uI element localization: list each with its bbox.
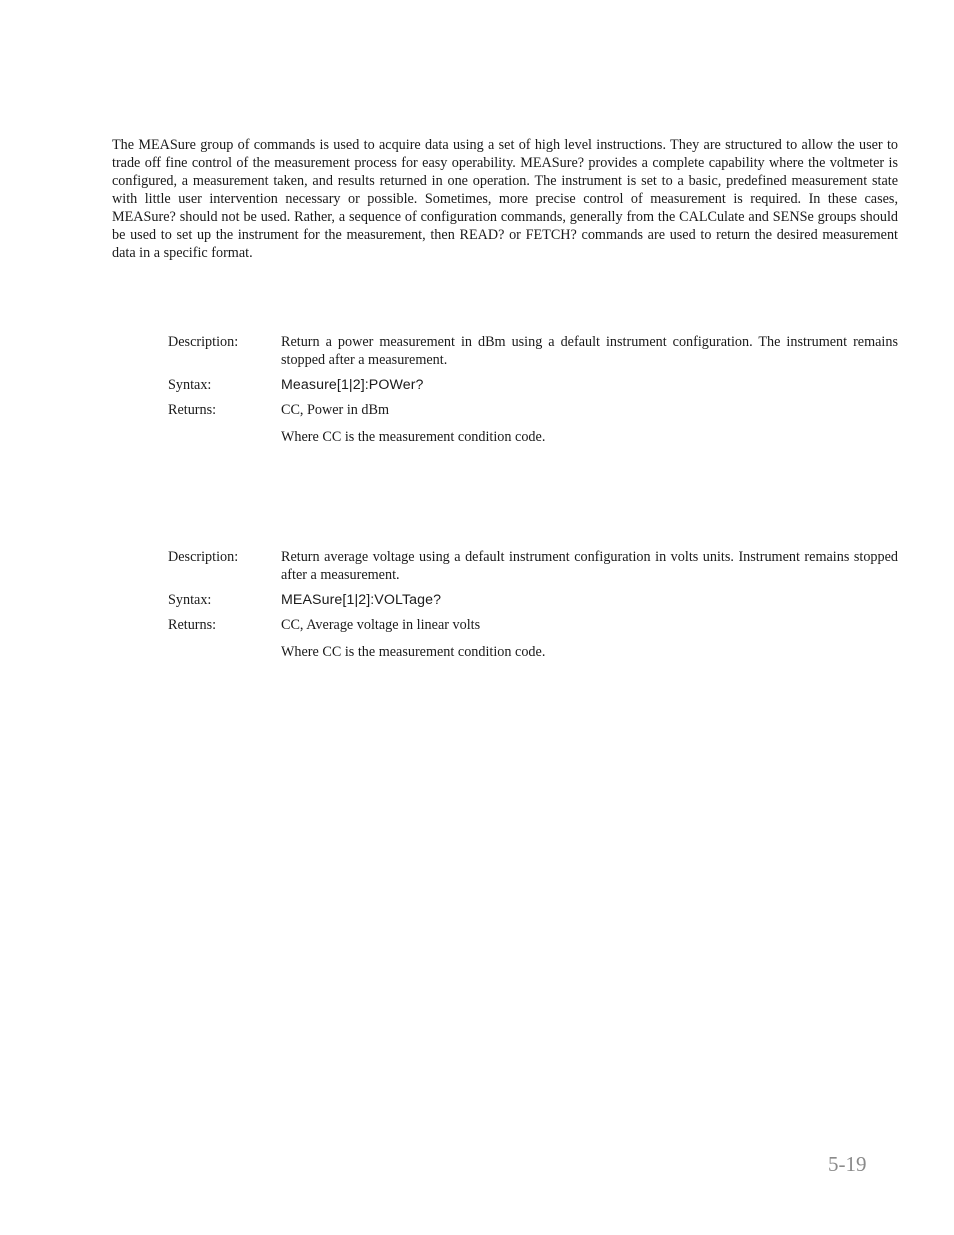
syntax-text: Measure[1|2]:POWer? (281, 377, 424, 393)
description-label: Description: (168, 334, 239, 350)
command-measure-voltage (168, 548, 898, 661)
returns-text: CC, Average voltage in linear volts (281, 617, 481, 633)
syntax-row (168, 591, 898, 611)
returns-row (168, 401, 898, 419)
syntax-text: MEASure[1|2]:VOLTage? (281, 592, 442, 608)
command-measure-power (168, 333, 898, 446)
note-text: Where CC is the measurement condition code. (281, 644, 546, 660)
note-text: Where CC is the measurement condition code. (281, 429, 546, 445)
page-number: 5-19 (828, 1152, 867, 1176)
description-label: Description: (168, 549, 239, 565)
syntax-row (168, 376, 898, 396)
description-text: Return a power measurement in dBm using a default instrument configuration. The instrument remains stopped after a measurement. (281, 334, 898, 368)
note-row (168, 643, 898, 661)
description-text: Return average voltage using a default instrument configuration in volts units. Instrument remains stopped after a measurement. (281, 549, 898, 583)
description-row (168, 333, 898, 369)
intro-paragraph: The MEASure group of commands is used to acquire data using a set of high level instructions. They are structured to allow the user to trade off fine control of the measurement process for easy operability. MEASure? provides a complete capability where the voltmeter is configured, a measurement taken, and results returned in one operation. The instrument is set to a basic, predefined measurement state with little user intervention necessary or possible. Sometimes, more precise control of measurement is required. In these cases, MEASure? should not be used. Rather, a sequence of configuration commands, generally from the CALCulate and SENSe groups should be used to set up the instrument for the measurement, then READ? or FETCH? commands are used to return the desired measurement data in a specific format. (112, 137, 898, 261)
note-row (168, 428, 898, 446)
syntax-label: Syntax: (168, 377, 212, 393)
returns-label: Returns: (168, 617, 217, 633)
description-row (168, 548, 898, 584)
returns-row (168, 616, 898, 634)
syntax-label: Syntax: (168, 592, 212, 608)
returns-label: Returns: (168, 402, 217, 418)
returns-text: CC, Power in dBm (281, 402, 389, 418)
